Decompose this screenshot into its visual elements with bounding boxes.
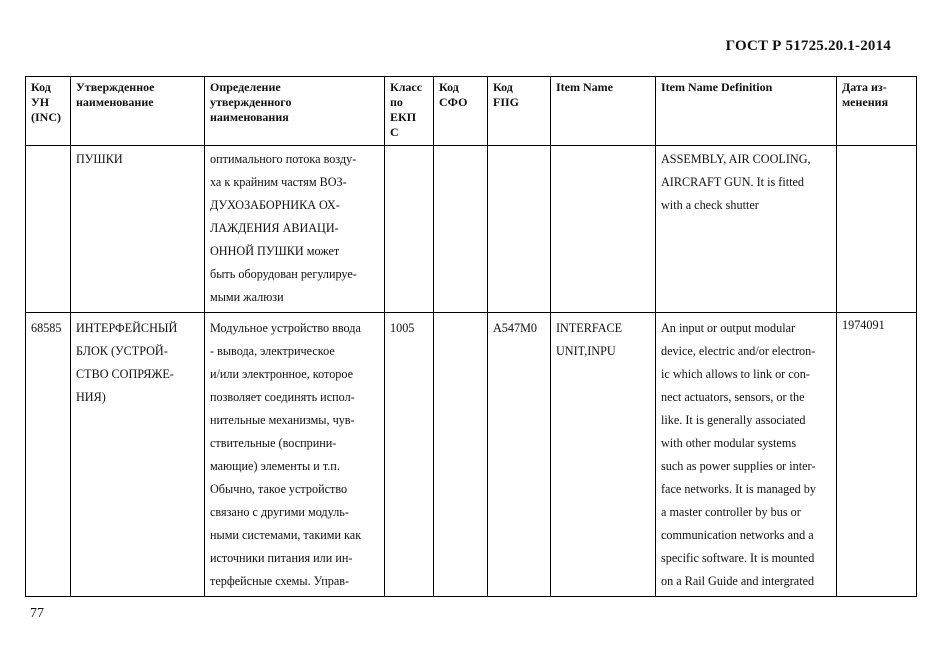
cell-approved-name: ИНТЕРФЕЙСНЫЙ БЛОК (УСТРОЙ- СТВО СОПРЯЖЕ- НИЯ) (71, 313, 205, 597)
cell-definition: Модульное устройство ввода - вывода, электрическое и/или электронное, которое позволяет соединять испол- нительные механизмы, чув- ствительные (восприни- мающие) элементы и т.п. Обычно, такое устройство связано с другими модуль- ными системами, такими как источники питания или ин- терфейсные схемы. Управ- (205, 313, 385, 597)
cell-item-name-definition: An input or output modular device, electric and/or electron- ic which allows to link or con- nect actuators, sensors, or the like. It is generally associated with other modular systems such as power supplies or inter- face networks. It is managed by a master controller by bus or communication networks and a specific software. It is mounted on a Rail Guide and intergrated (656, 313, 837, 597)
col-header-sfo: Код СФО (434, 77, 488, 146)
col-header-definition: Определение утвержденного наименования (205, 77, 385, 146)
cell-code (26, 146, 71, 313)
cell-fiig (488, 146, 551, 313)
document-code: ГОСТ Р 51725.20.1-2014 (725, 38, 891, 54)
col-header-approved-name: Утвержденное наименование (71, 77, 205, 146)
cell-code: 68585 (26, 313, 71, 597)
cell-item-name-definition: ASSEMBLY, AIR COOLING, AIRCRAFT GUN. It is fitted with a check shutter (656, 146, 837, 313)
col-header-change-date: Дата из- менения (837, 77, 917, 146)
page-number: 77 (30, 606, 44, 621)
cell-class (385, 146, 434, 313)
table-row (26, 313, 917, 597)
cell-sfo (434, 146, 488, 313)
table-header-row (26, 77, 917, 146)
col-header-item-name: Item Name (551, 77, 656, 146)
cell-sfo (434, 313, 488, 597)
cell-fiig: A547M0 (488, 313, 551, 597)
col-header-item-name-definition: Item Name Definition (656, 77, 837, 146)
cell-item-name: INTERFACE UNIT,INPU (551, 313, 656, 597)
col-header-code: Код УН (INC) (26, 77, 71, 146)
col-header-fiig: Код FIIG (488, 77, 551, 146)
col-header-class: Класс по ЕКП С (385, 77, 434, 146)
cell-class: 1005 (385, 313, 434, 597)
cell-approved-name: ПУШКИ (71, 146, 205, 313)
cell-change-date: 1974091 (837, 313, 917, 597)
cell-change-date (837, 146, 917, 313)
cell-item-name (551, 146, 656, 313)
table-row (26, 146, 917, 313)
cell-definition: оптимального потока возду- ха к крайним частям ВОЗ- ДУХОЗАБОРНИКА ОХ- ЛАЖДЕНИЯ АВИАЦИ- ОННОЙ ПУШКИ может быть оборудован регулируе- мыми жалюзи (205, 146, 385, 313)
catalog-table (25, 76, 917, 597)
